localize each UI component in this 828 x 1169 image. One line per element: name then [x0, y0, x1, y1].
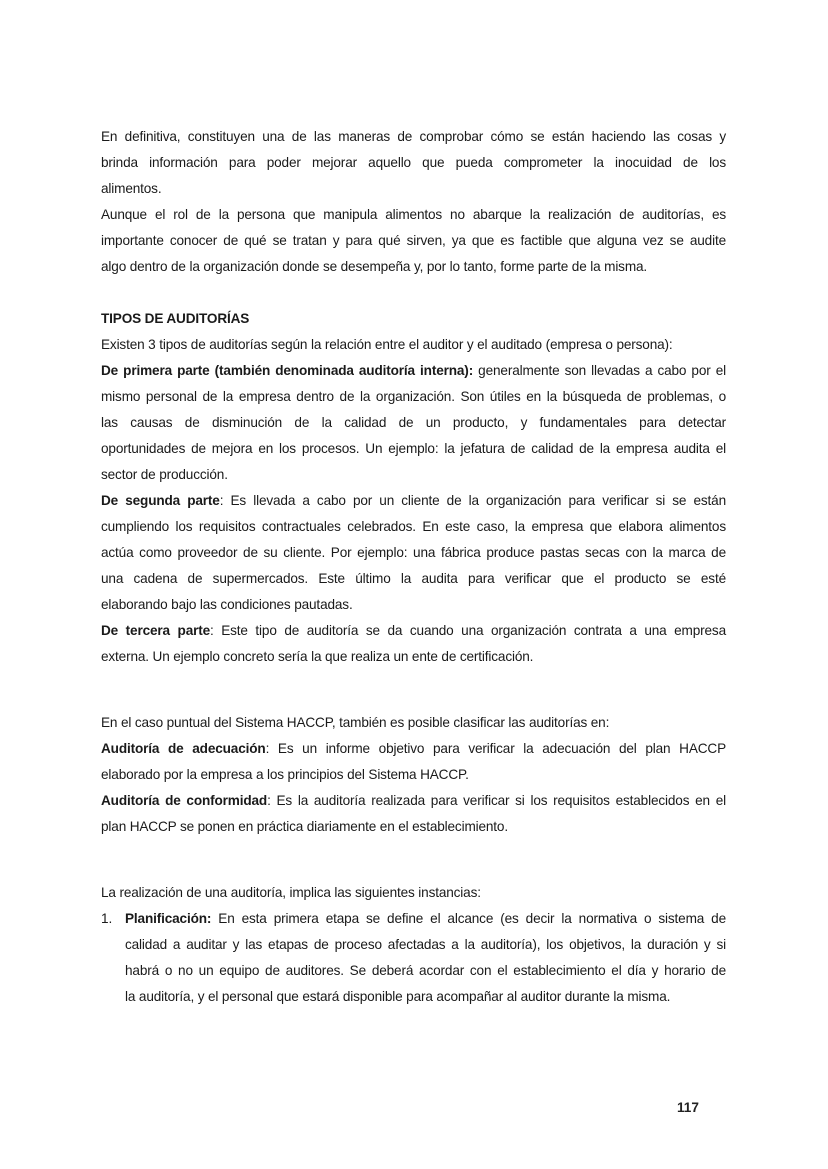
- conformity-line-1: Auditoría de conformidad: Es la auditoría realizada para verificar si los requisitos establecidos en el: [101, 793, 727, 808]
- second-party-line-1: De segunda parte: Es llevada a cabo por un cliente de la organización para verificar si se están: [101, 493, 726, 508]
- adequacy-line-1: Auditoría de adecuación: Es un informe objetivo para verificar la adecuación del plan HACCP: [101, 741, 727, 756]
- first-party-line-3: las causas de disminución de la calidad de un producto, y fundamentales para detectar: [101, 415, 726, 430]
- haccp-intro: En el caso puntual del Sistema HACCP, también es posible clasificar las auditorías en:: [101, 715, 610, 730]
- first-party-line-4: oportunidades de mejora en los procesos. Un ejemplo: la jefatura de calidad de la empresa audita el: [101, 441, 726, 456]
- stage-1-term: Planificación:: [125, 911, 212, 926]
- page-number: 117: [677, 1100, 699, 1115]
- intro-line-5: importante conocer de qué se tratan y para qué sirven, ya que es factible que alguna vez se audite: [101, 233, 726, 248]
- stage-1-line-3: habrá o no un equipo de auditores. Se deberá acordar con el establecimiento el día y horario de: [125, 963, 726, 978]
- stage-number: 1.: [101, 911, 113, 926]
- intro-line-1: En definitiva, constituyen una de las maneras de comprobar cómo se están haciendo las cosas y: [101, 129, 726, 144]
- adequacy-term: Auditoría de adecuación: [101, 741, 266, 756]
- intro-line-6: algo dentro de la organización donde se desempeña y, por lo tanto, forme parte de la misma.: [101, 259, 648, 274]
- conformity-term: Auditoría de conformidad: [101, 793, 268, 808]
- section-heading: TIPOS DE AUDITORÍAS: [101, 311, 250, 326]
- adequacy-line-2: elaborado por la empresa a los principios del Sistema HACCP.: [101, 767, 469, 782]
- conformity-line-2: plan HACCP se ponen en práctica diariamente en el establecimiento.: [101, 819, 508, 834]
- first-party-line-1: De primera parte (también denominada auditoría interna): generalmente son llevadas a cabo por el: [101, 363, 727, 378]
- intro-line-3: alimentos.: [101, 181, 162, 196]
- second-party-term: De segunda parte: [101, 493, 220, 508]
- intro-line-4: Aunque el rol de la persona que manipula alimentos no abarque la realización de auditorías, es: [101, 207, 726, 222]
- first-party-term: De primera parte (también denominada auditoría interna):: [101, 363, 474, 378]
- third-party-term: De tercera parte: [101, 623, 211, 638]
- second-party-line-4: una cadena de supermercados. Este último la audita para verificar que el producto se esté: [101, 571, 726, 586]
- stages-intro: La realización de una auditoría, implica las siguientes instancias:: [101, 885, 481, 900]
- stage-1-line-1: Planificación: En esta primera etapa se define el alcance (es decir la normativa o sistema de: [125, 911, 726, 926]
- second-party-line-3: actúa como proveedor de su cliente. Por ejemplo: una fábrica produce pastas secas con la marca de: [101, 545, 726, 560]
- stage-1-line-4: la auditoría, y el personal que estará disponible para acompañar al auditor durante la misma.: [125, 989, 671, 1004]
- types-intro: Existen 3 tipos de auditorías según la relación entre el auditor y el auditado (empresa o persona):: [101, 337, 673, 352]
- second-party-line-5: elaborando bajo las condiciones pautadas.: [101, 597, 353, 612]
- first-party-line-2: mismo personal de la empresa dentro de la organización. Son útiles en la búsqueda de problemas, o: [101, 389, 726, 404]
- second-party-line-2: cumpliendo los requisitos contractuales celebrados. En este caso, la empresa que elabora alimentos: [101, 519, 726, 534]
- first-party-line-5: sector de producción.: [101, 467, 228, 482]
- intro-line-2: brinda información para poder mejorar aquello que pueda comprometer la inocuidad de los: [101, 155, 726, 170]
- third-party-line-1: De tercera parte: Este tipo de auditoría se da cuando una organización contrata a una empresa: [101, 623, 726, 638]
- third-party-line-2: externa. Un ejemplo concreto sería la que realiza un ente de certificación.: [101, 649, 534, 664]
- stage-1-line-2: calidad a auditar y las etapas de proceso afectadas a la auditoría), los objetivos, la duración y si: [125, 937, 726, 952]
